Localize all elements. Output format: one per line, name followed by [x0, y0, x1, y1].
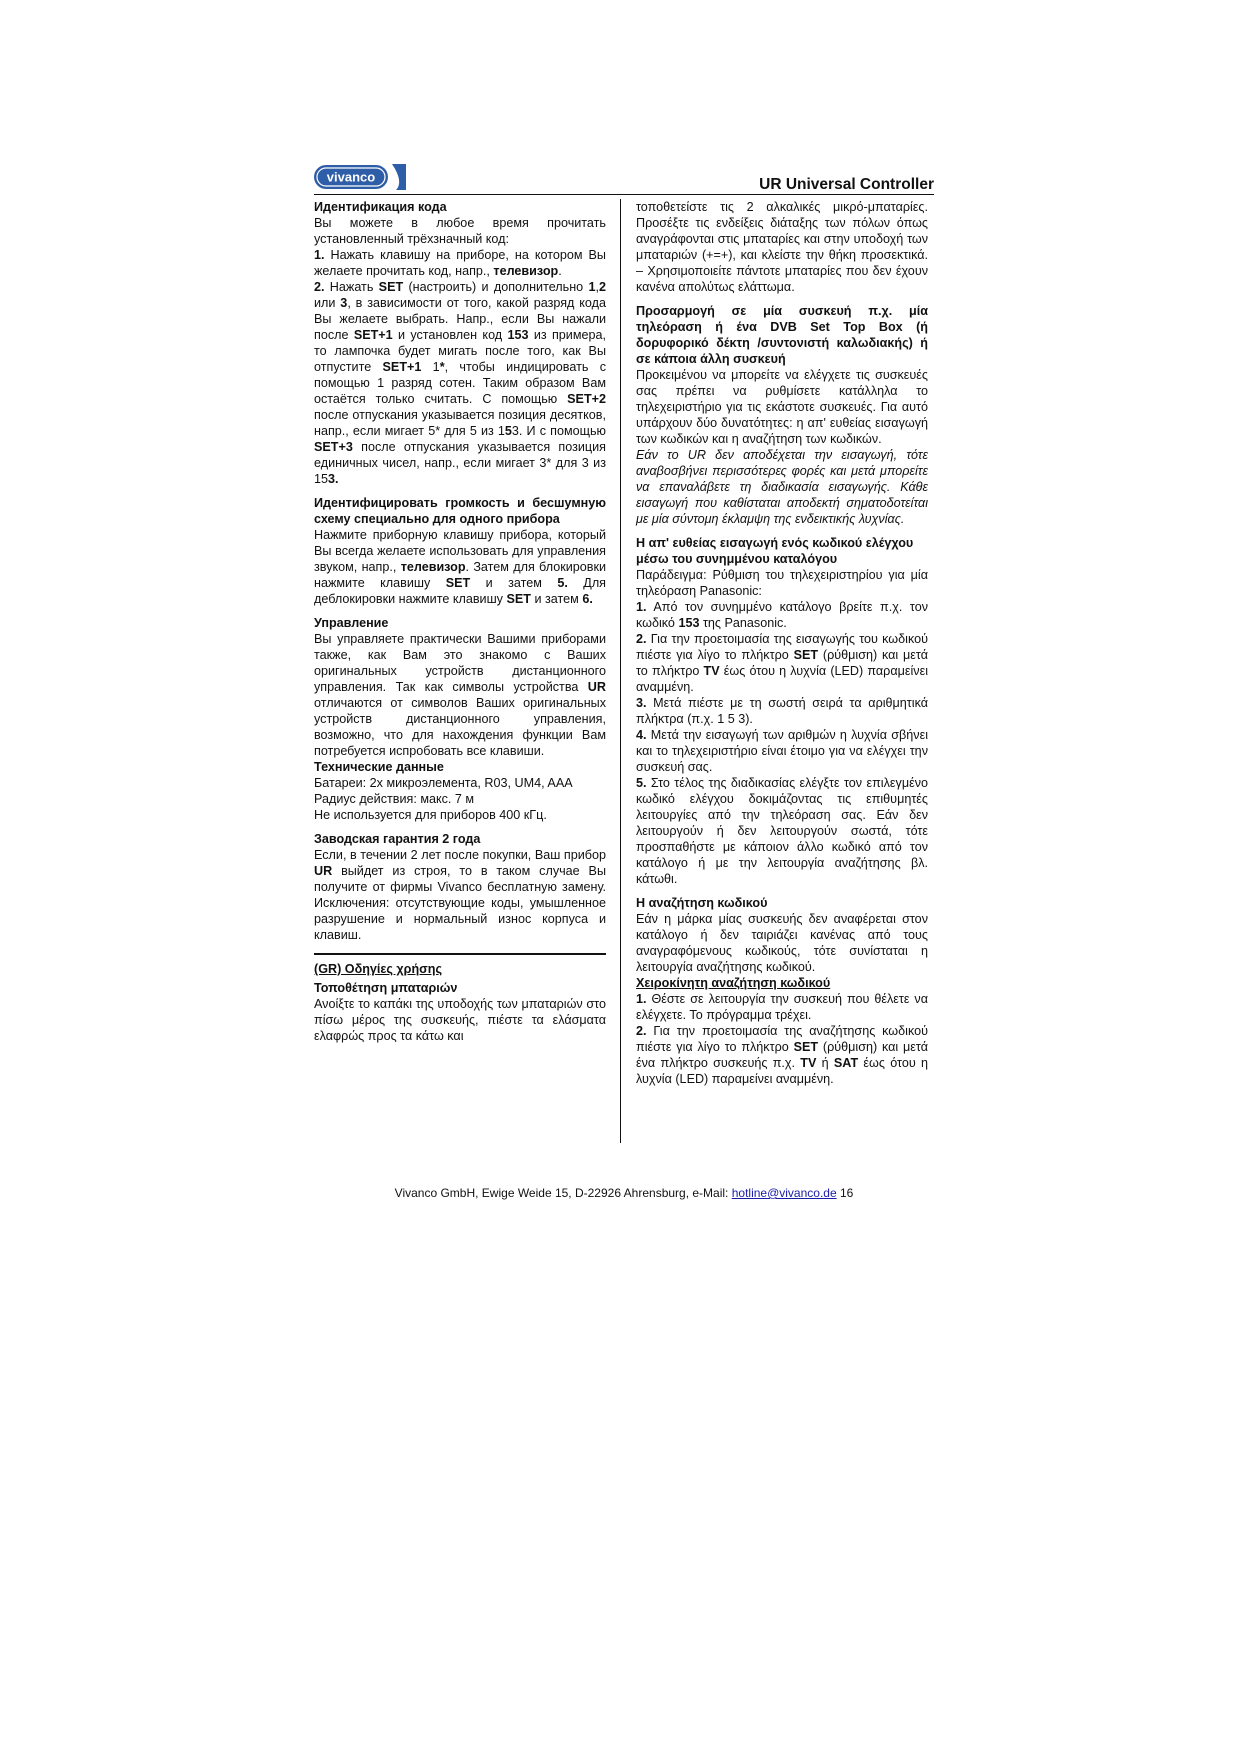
paragraph: Вы управляете практически Вашими приборами также, как Вам это знакомо с Ваших оригинальных устройств дистанционного управления. Так как символы устройства UR отличаются от символов Ваших оригинальных устройств дистанционного управления, возможно, что для нахождения функции Вам потребуется испробовать все клавиши. — [314, 632, 606, 758]
document-title: UR Universal Controller — [759, 176, 934, 193]
paragraph: Ανοίξτε το καπάκι της υποδοχής των μπαταριών στο πίσω μέρος της συσκευής, πιέστε τα ελάσματα ελαφρώς προς τα κάτω και — [314, 997, 606, 1043]
paragraph: Εάν η μάρκα μίας συσκευής δεν αναφέρεται στον κατάλογο ή δεν ταιριάζει κανένας από τους αναγραφόμενους κωδικούς, τότε συνίσταται η λειτουργία αναζήτησης κωδικού. — [636, 912, 928, 974]
paragraph: τοποθετείστε τις 2 αλκαλικές μικρό-μπαταρίες. Προσέξτε τις ενδείξεις διάταξης των πόλων όπως αναγράφονται στις μπαταρίες και στην υποδοχή των μπαταριών (+=+), και κλείστε την θήκη προσεκτικά. – Χρησιμοποιείτε πάντοτε μπαταρίες που δεν έχουν κανένα απολύτως ελάττωμα. — [636, 200, 928, 294]
step-1: 1. Нажать клавишу на приборе, на котором Вы желаете прочитать код, напр., телевизор. — [314, 248, 606, 278]
step-1: 1. Από τον συνημμένο κατάλογο βρείτε π.χ. τον κωδικό 153 της Panasonic. — [636, 600, 928, 630]
paragraph: Παράδειγμα: Ρύθμιση του τηλεχειριστηρίου για μία τηλεόραση Panasonic: — [636, 568, 928, 598]
section-title-technical-data: Технические данные — [314, 760, 444, 774]
section-title-batteries: Τοποθέτηση μπαταριών — [314, 981, 458, 995]
language-section-title: (GR) Οδηγίες χρήσης — [314, 962, 443, 976]
document-page — [314, 160, 934, 1200]
section-title-manual-search: Χειροκίνητη αναζήτηση κωδικού — [636, 976, 831, 990]
step-2: 2. Нажать SET (настроить) и дополнительно 1,2 или 3, в зависимости от того, какой разряд кода Вы желаете выбрать. Напр., если Вы нажали после SET+1 и установлен код 153 из примера, то лампочка будет мигать после того, как Вы отпустите SET+1 1*, чтобы индицировать с помощью 1 разряд сотен. Таким образом Вам остаётся только считать. С помощью SET+2 после отпускания указывается позиция десятков, напр., если мигает 5* для 5 из 153. И с помощью SET+3 после отпускания указывается позиция единичных чисел, напр., если мигает 3* для 3 из 153. — [314, 280, 607, 486]
left-column — [314, 199, 606, 1044]
column-divider — [620, 199, 621, 1143]
section-title-direct-code-entry: Η απ' ευθείας εισαγωγή ενός κωδικού ελέγχου μέσω του συνημμένου καταλόγου — [636, 536, 914, 566]
paragraph: Если, в течении 2 лет после покупки, Ваш прибор UR выйдет из строя, то в таком случае Вы получите от фирмы Vivanco бесплатную замену. Исключения: отсутствующие коды, умышленное разрушение и нормальный износ корпуса и клавиш. — [314, 848, 606, 942]
spec-line: Не используется для приборов 400 кГц. — [314, 808, 547, 822]
right-column — [636, 199, 928, 1087]
page-footer: Vivanco GmbH, Ewige Weide 15, D-22926 Ahrensburg, e-Mail: hotline@vivanco.de 16 — [394, 1186, 854, 1200]
section-title-warranty: Заводская гарантия 2 года — [314, 832, 481, 846]
step-5: 5. Στο τέλος της διαδικασίας ελέγξτε τον επιλεγμένο κωδικό ελέγχου δοκιμάζοντας τις επιθυμητές λειτουργίες από την τηλεόραση σας. Εάν δεν λειτουργούν ή δεν λειτουργούν σωστά, τότε προσπαθήστε με κάποιον άλλο κωδικό από τον κατάλογο ή με την λειτουργία αναζήτησης βλ. κάτωθι. — [636, 776, 928, 886]
spec-line: Радиус действия: макс. 7 м — [314, 792, 475, 806]
email-link[interactable]: hotline@vivanco.de — [731, 1186, 837, 1200]
step-1: 1. Θέστε σε λειτουργία την συσκευή που θέλετε να ελέγχετε. Το πρόγραμμα τρέχει. — [636, 992, 928, 1022]
section-title-device-setup: Προσαρμογή σε μία συσκευή π.χ. μία τηλεόραση ή ένα DVB Set Top Box (ή δορυφορικό δέκτη /συντονιστή καλωδιακής) ή σε κάποια άλλη συσκευή — [636, 304, 928, 366]
step-3: 3. Μετά πιέστε με τη σωστή σειρά τα αριθμητικά πλήκτρα (π.χ. 1 5 3). — [636, 696, 928, 726]
section-title-code-identification: Идентификация кода — [314, 200, 447, 214]
vivanco-logo — [314, 164, 406, 190]
section-title-control: Управление — [314, 616, 389, 630]
page-number: 16 — [836, 1186, 854, 1200]
svg-text:vivanco: vivanco — [326, 169, 376, 185]
section-separator — [314, 953, 606, 955]
paragraph: Нажмите приборную клавишу прибора, который Вы всегда желаете использовать для управления звуком, напр., телевизор. Затем для блокировки нажмите клавишу SET и затем 5. Для деблокировки нажмите клавишу SET и затем 6. — [314, 528, 607, 606]
paragraph: Προκειμένου να μπορείτε να ελέγχετε τις συσκευές σας πρέπει να ρυθμίσετε κατάλληλα το τηλεχειριστήριο για τις εκάστοτε συσκευές. Για αυτό υπάρχουν δύο δυνατότητες: η απ' ευθείας εισαγωγή των κωδικών και η αναζήτηση των κωδικών. — [636, 368, 928, 446]
page-header — [314, 160, 934, 195]
section-title-volume: Идентифицировать громкость и бесшумную схему специально для одного прибора — [314, 496, 606, 526]
step-2: 2. Για την προετοιμασία της αναζήτησης κωδικού πιέστε για λίγο το πλήκτρο SET (ρύθμιση) και μετά ένα πλήκτρο συσκευής π.χ. TV ή SAT έως ότου η λυχνία (LED) παραμείνει αναμμένη. — [636, 1024, 928, 1086]
section-title-code-search: Η αναζήτηση κωδικού — [636, 896, 768, 910]
spec-line: Батареи: 2х микроэлемента, R03, UM4, AAA — [314, 776, 573, 790]
step-2: 2. Για την προετοιμασία της εισαγωγής του κωδικού πιέστε για λίγο το πλήκτρο SET (ρύθμιση) και μετά το πλήκτρο TV έως ότου η λυχνία (LED) παραμείνει αναμμένη. — [636, 632, 928, 694]
paragraph: Вы можете в любое время прочитать установленный трёхзначный код: — [314, 216, 606, 246]
italic-note: Εάν το UR δεν αποδέχεται την εισαγωγή, τότε αναβοσβήνει περισσότερες φορές και μετά μπορείτε να επαναλάβετε τη διαδικασία εισαγωγής. Κάθε εισαγωγή που καθίσταται αποδεκτή σηματοδοτείται με μία σύντομη έκλαμψη της ενδεικτικής λυχνίας. — [636, 448, 928, 526]
step-4: 4. Μετά την εισαγωγή των αριθμών η λυχνία σβήνει και το τηλεχειριστήριο είναι έτοιμο για να ελέγχει την συσκευή σας. — [636, 728, 928, 774]
